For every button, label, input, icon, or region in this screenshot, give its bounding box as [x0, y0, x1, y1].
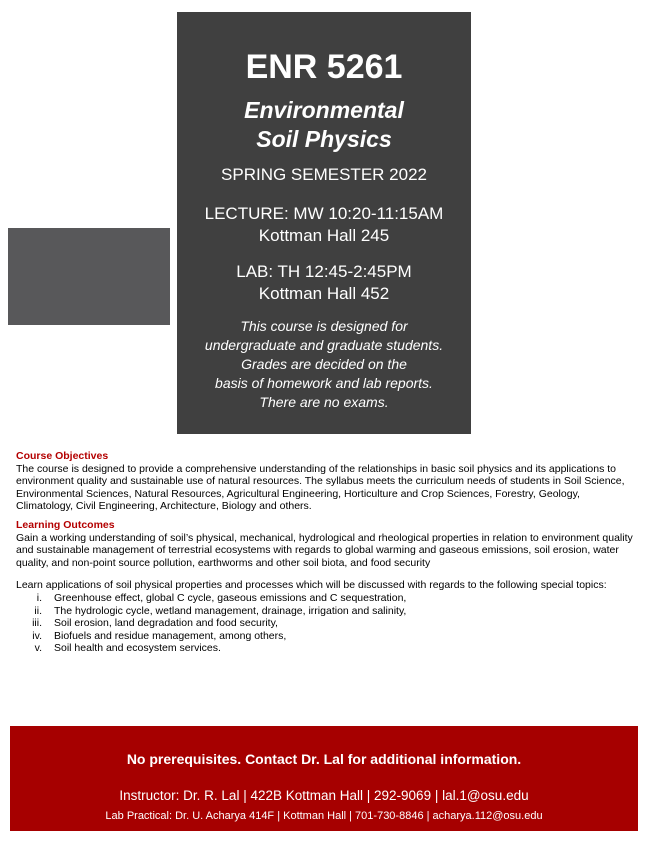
objectives-heading: Course Objectives	[16, 450, 109, 462]
list-item-number: iv.	[32, 629, 42, 642]
list-item-number: ii.	[34, 604, 42, 617]
special-topics-list	[16, 592, 636, 655]
list-item	[16, 592, 636, 605]
lecture-info	[177, 203, 471, 247]
list-item	[16, 642, 636, 655]
list-item-number: v.	[34, 642, 42, 655]
course-title-line: Environmental	[244, 97, 404, 123]
lab-info	[177, 261, 471, 305]
semester: SPRING SEMESTER 2022	[221, 165, 427, 184]
list-item-number: i.	[36, 591, 42, 604]
list-item	[16, 605, 636, 618]
course-description	[177, 317, 471, 412]
contact-banner	[10, 726, 638, 831]
list-item-text: The hydrologic cycle, wetland management, drainage, irrigation and salinity,	[54, 604, 407, 617]
description-line: undergraduate and graduate students.	[204, 337, 444, 353]
objectives-text: The course is designed to provide a comprehensive understanding of the relationships in basic soil physics and its applications to environment quality and sustainable use of natural resources. The syllabus meets the curriculum needs of students in Soil Science, Environmental Sciences, Natural Resources, Agricultural Engineering, Horticulture and Crop Sciences, Forestry, Geology, Climatology, Civil Engineering, Architecture, Biology and others.	[16, 462, 625, 513]
course-header-panel	[177, 12, 471, 434]
topics-intro: Learn applications of soil physical properties and processes which will be discussed with regards to the following special topics:	[16, 579, 607, 592]
lecture-time: LECTURE: MW 10:20-11:15AM	[204, 204, 444, 223]
decorative-gray-block	[8, 228, 170, 325]
list-item-text: Biofuels and residue management, among others,	[54, 629, 287, 642]
course-title	[177, 96, 471, 154]
lab-location: Kottman Hall 452	[258, 284, 390, 303]
description-line: There are no exams.	[259, 394, 389, 410]
list-item-text: Greenhouse effect, global C cycle, gaseous emissions and C sequestration,	[54, 591, 407, 604]
course-code: ENR 5261	[245, 48, 403, 86]
lab-practical-contact: Lab Practical: Dr. U. Acharya 414F | Kottman Hall | 701-730-8846 | acharya.112@osu.edu	[105, 810, 543, 822]
description-line: This course is designed for	[240, 318, 408, 334]
description-line: basis of homework and lab reports.	[215, 375, 433, 391]
outcomes-text: Gain a working understanding of soil’s physical, mechanical, hydrological and rheological properties in relation to environment quality and sustainable management of terrestrial ecosystems with regards to global warming and gaseous emissions, soil erosion, water quality, and non-point source pollution, earthworms and other soil biota, and food security	[16, 531, 633, 569]
list-item	[16, 617, 636, 630]
description-line: Grades are decided on the	[241, 356, 407, 372]
list-item-number: iii.	[32, 617, 42, 630]
course-title-line: Soil Physics	[256, 126, 392, 152]
lab-time: LAB: TH 12:45-2:45PM	[236, 262, 412, 281]
lecture-location: Kottman Hall 245	[258, 226, 390, 245]
outcomes-heading: Learning Outcomes	[16, 518, 115, 531]
list-item-text: Soil health and ecosystem services.	[54, 642, 221, 655]
list-item-text: Soil erosion, land degradation and food security,	[54, 617, 278, 630]
prerequisites-notice: No prerequisites. Contact Dr. Lal for additional information.	[126, 751, 522, 767]
course-details	[16, 450, 636, 655]
instructor-contact: Instructor: Dr. R. Lal | 422B Kottman Hall | 292-9069 | lal.1@osu.edu	[119, 788, 529, 803]
list-item	[16, 630, 636, 643]
